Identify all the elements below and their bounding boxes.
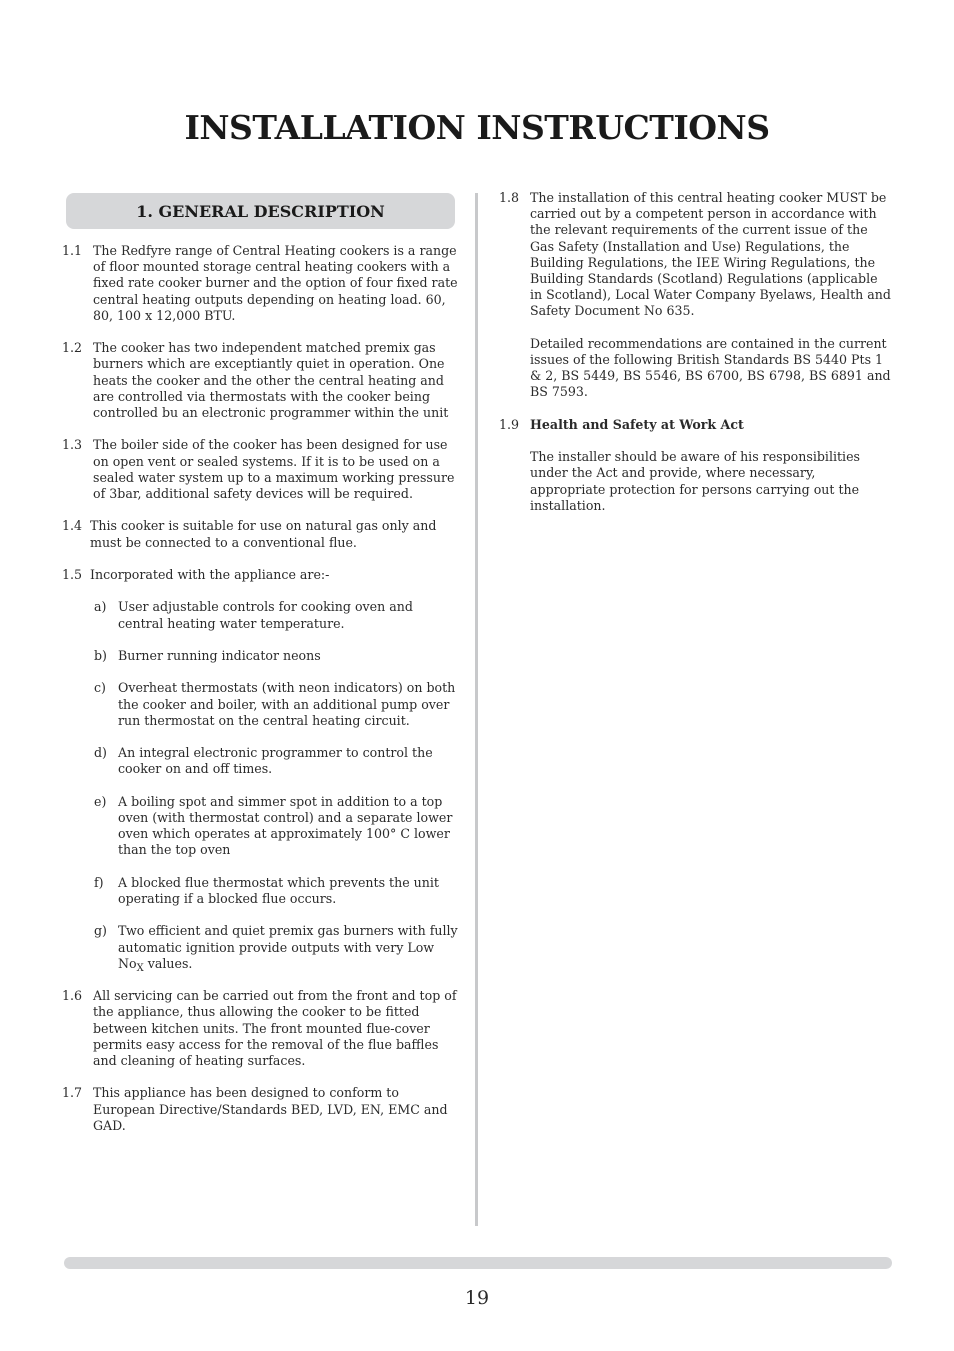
paragraph-text: All servicing can be carried out from the front and top of the appliance, thus allowing the cooker to be fitted between kitchen units. The front mounted flue-cover permits easy access for the removal of the flue baffles and cleaning of heating surfaces.: [93, 988, 457, 1068]
paragraph-1-5: [62, 567, 458, 583]
paragraph-number: 1.2: [62, 340, 83, 356]
paragraph-1-1: [62, 243, 458, 324]
paragraph-number: 1.3: [62, 437, 83, 453]
list-item-a: [94, 599, 458, 631]
paragraph-1-6: [62, 988, 458, 1069]
left-column: [62, 243, 458, 1150]
paragraph-number: 1.6: [62, 988, 83, 1004]
paragraph-number: 1.8: [499, 190, 520, 205]
page-title: INSTALLATION INSTRUCTIONS: [184, 108, 770, 147]
paragraph-text: The boiler side of the cooker has been designed for use on open vent or sealed systems. If it is to be used on a sealed water system up to a maximum working pressure of 3bar, additional safety devices will be required.: [93, 437, 455, 502]
paragraph-text: The cooker has two independent matched premix gas burners which are exceptiantly quiet in operation. One heats the cooker and the other the central heating and are controlled via thermostats with the cooker being controlled bu an electronic programmer within the unit: [93, 340, 449, 421]
list-item-text: [118, 923, 458, 972]
list-item-e: [94, 794, 458, 859]
column-divider: [475, 193, 478, 1226]
list-item-letter: g): [94, 923, 107, 939]
paragraph-text: This cooker is suitable for use on natural gas only and must be connected to a conventional flue.: [90, 518, 437, 550]
list-item-text: Overheat thermostats (with neon indicators) on both the cooker and boiler, with an additional pump over run thermostat on the central heating circuit.: [118, 680, 456, 728]
list-item-text-part: Two efficient and quiet premix gas burners with fully automatic ignition provide outputs with very Low No: [118, 923, 458, 971]
paragraph-1-9: [499, 417, 891, 433]
list-item-letter: c): [94, 680, 106, 696]
page-number: 19: [464, 1287, 490, 1309]
paragraph-text: The installer should be aware of his responsibilities under the Act and provide, where necessary, appropriate protection for persons carrying out the installation.: [530, 449, 861, 513]
list-item-text: A boiling spot and simmer spot in addition to a top oven (with thermostat control) and a separate lower oven which operates at approximately 100° C lower than the top oven: [118, 793, 453, 858]
list-item-letter: f): [94, 874, 104, 890]
paragraph-1-4: [62, 518, 458, 550]
list-item-c: [94, 680, 458, 729]
paragraph-1-9-text: [530, 449, 891, 514]
list-item-b: [94, 648, 458, 664]
list-item-letter: e): [94, 793, 107, 809]
paragraph-text: This appliance has been designed to conform to European Directive/Standards BED, LVD, EN, EMC and GAD.: [93, 1085, 448, 1133]
paragraph-1-8-continuation: [530, 336, 891, 401]
paragraph-heading: Health and Safety at Work Act: [530, 416, 744, 432]
list-item-letter: a): [94, 599, 107, 615]
paragraph-1-2: [62, 340, 458, 421]
list-item-letter: d): [94, 745, 107, 761]
list-item-text: User adjustable controls for cooking oven and central heating water temperature.: [118, 599, 413, 631]
right-column: [499, 190, 891, 530]
paragraph-number: 1.5: [62, 567, 83, 582]
list-item-text-part: values.: [143, 955, 193, 971]
paragraph-text: The installation of this central heating cooker MUST be carried out by a competent person in accordance with the relevant requirements of the current issue of the Gas Safety (Installation and Use) Regulations, the Building Regulations, the IEE Wiring Regulations, the Building Standards (Scotland) Regulations (applicable in Scotland), Local Water Company Byelaws, Health and Safety Document No 635.: [530, 190, 891, 319]
list-item-text: A blocked flue thermostat which prevents the unit operating if a blocked flue occurs.: [118, 874, 439, 906]
list-item-g: [94, 923, 458, 972]
paragraph-text: Detailed recommendations are contained in the current issues of the following British Standards BS 5440 Pts 1 & 2, BS 5449, BS 5546, BS 6700, BS 6798, BS 6891 and BS 7593.: [530, 335, 891, 400]
list-item-d: [94, 745, 458, 777]
footer-bar: [64, 1257, 892, 1269]
section-heading: [66, 193, 455, 229]
subscript-x: X: [136, 962, 144, 974]
section-heading-label: 1. GENERAL DESCRIPTION: [136, 201, 385, 221]
list-item-text: An integral electronic programmer to control the cooker on and off times.: [118, 745, 433, 777]
paragraph-text: Incorporated with the appliance are:-: [90, 567, 330, 582]
list-item-text: Burner running indicator neons: [118, 647, 321, 663]
paragraph-1-7: [62, 1085, 458, 1134]
list-item-f: [94, 875, 458, 907]
paragraph-1-3: [62, 437, 458, 502]
paragraph-number: 1.9: [499, 416, 520, 432]
paragraph-number: 1.7: [62, 1085, 83, 1101]
paragraph-1-8: [499, 190, 891, 320]
paragraph-number: 1.1: [62, 243, 83, 258]
list-item-letter: b): [94, 647, 107, 663]
paragraph-text: The Redfyre range of Central Heating cookers is a range of floor mounted storage central heating cookers with a fixed rate cooker burner and the option of four fixed rate central heating outputs depending on heating load. 60, 80, 100 x 12,000 BTU.: [93, 243, 458, 323]
paragraph-number: 1.4: [62, 518, 83, 534]
